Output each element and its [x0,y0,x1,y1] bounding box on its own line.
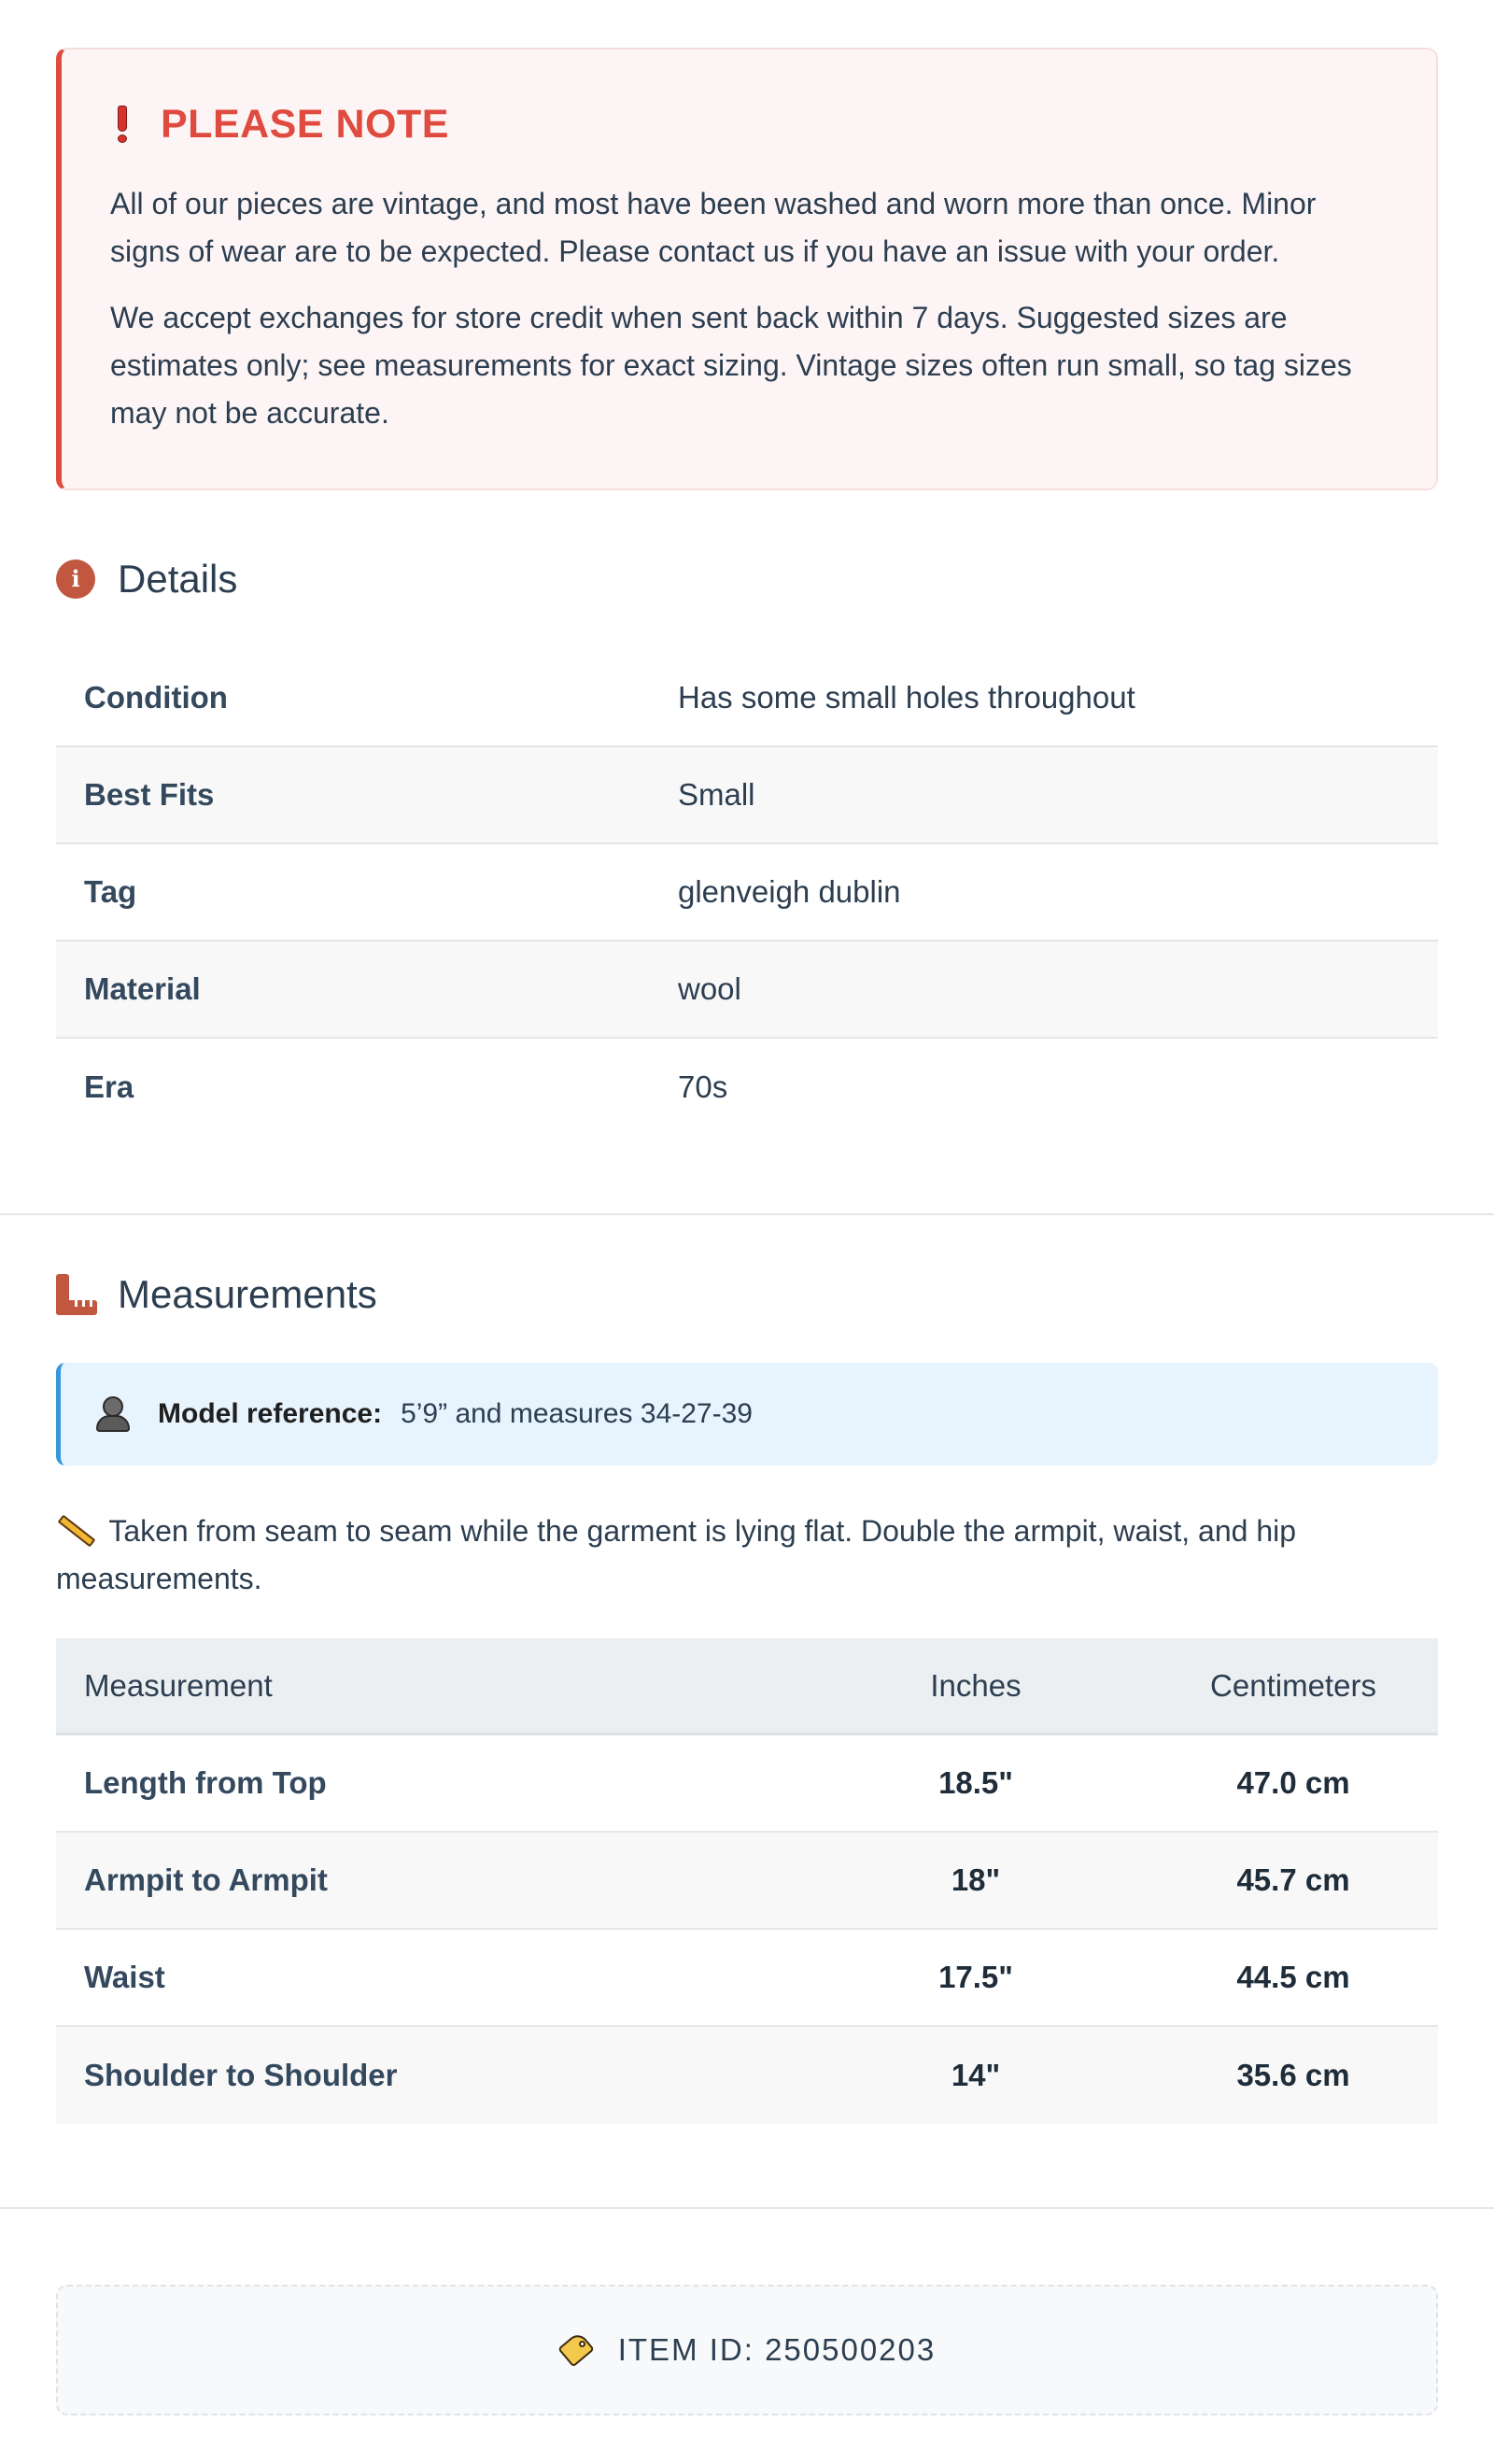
details-row-era [56,1039,1438,1136]
measurement-inches: 17.5" [938,1960,1013,1994]
measurement-name: Shoulder to Shoulder [84,2058,398,2092]
details-value: wool [678,971,741,1006]
details-row-tag [56,844,1438,942]
table-row [56,1833,1438,1930]
ruler-icon [56,1274,97,1315]
item-id-text: ITEM ID: 250500203 [617,2332,937,2367]
details-heading [56,557,237,602]
measurement-name: Armpit to Armpit [84,1862,328,1897]
measurement-inches: 18.5" [938,1765,1013,1800]
measurements-title: Measurements [118,1272,377,1316]
details-label: Condition [84,680,228,715]
details-label: Tag [84,874,137,909]
table-row [56,1735,1438,1833]
person-icon [96,1396,130,1432]
measurement-note-text: Taken from seam to seam while the garment is lying flat. Double the armpit, waist, and hip measurements. [56,1514,1297,1595]
section-divider [0,1213,1494,1215]
details-value: 70s [678,1069,728,1104]
model-reference-box [56,1363,1438,1466]
measurement-cm: 47.0 cm [1236,1765,1350,1800]
details-row-best-fits [56,747,1438,844]
header-inches: Inches [930,1667,1022,1703]
details-value: Has some small holes throughout [678,680,1135,715]
exclamation-icon [116,106,129,143]
measurement-name: Waist [84,1960,165,1994]
notice-header [110,101,1389,147]
details-row-material [56,942,1438,1039]
notice-paragraph-exchanges: We accept exchanges for store credit when sent back within 7 days. Suggested sizes are estimates only; see measurements for exact sizing. Vintage sizes often run small, so tag sizes may not be accurate. [110,301,1352,430]
info-icon: i [56,559,95,599]
details-label: Era [84,1069,134,1104]
section-divider [0,2207,1494,2209]
measurement-cm: 45.7 cm [1236,1862,1350,1897]
model-reference-value: 5’9” and measures 34-27-39 [401,1398,753,1429]
details-value: Small [678,777,755,812]
details-label: Material [84,971,201,1006]
details-value: glenveigh dublin [678,874,901,909]
header-measurement: Measurement [84,1667,273,1703]
measurements-header-row [56,1638,1438,1735]
measurement-cm: 35.6 cm [1236,2058,1350,2092]
measurement-name: Length from Top [84,1765,327,1800]
measurement-inches: 18" [951,1862,1001,1897]
details-label: Best Fits [84,777,215,812]
measurement-cm: 44.5 cm [1236,1960,1350,1994]
details-table [56,650,1438,1136]
header-centimeters: Centimeters [1210,1667,1376,1703]
measurement-inches: 14" [951,2058,1001,2092]
details-row-condition [56,650,1438,747]
pencil-icon [56,1515,93,1545]
measurements-heading [56,1272,377,1317]
notice-paragraph-wear: All of our pieces are vintage, and most have been washed and worn more than once. Minor signs of wear are to be expected. Please contact us if you have an issue with your order. [110,187,1317,268]
item-id-box [56,2285,1438,2415]
notice-box [56,48,1438,490]
measurement-note [56,1508,1382,1603]
table-row [56,1930,1438,2027]
notice-title: PLEASE NOTE [161,101,449,147]
table-row [56,2027,1438,2124]
measurements-table [56,1638,1438,2124]
model-reference-label: Model reference: [158,1398,383,1429]
details-title: Details [118,557,238,601]
tag-icon [558,2331,596,2369]
